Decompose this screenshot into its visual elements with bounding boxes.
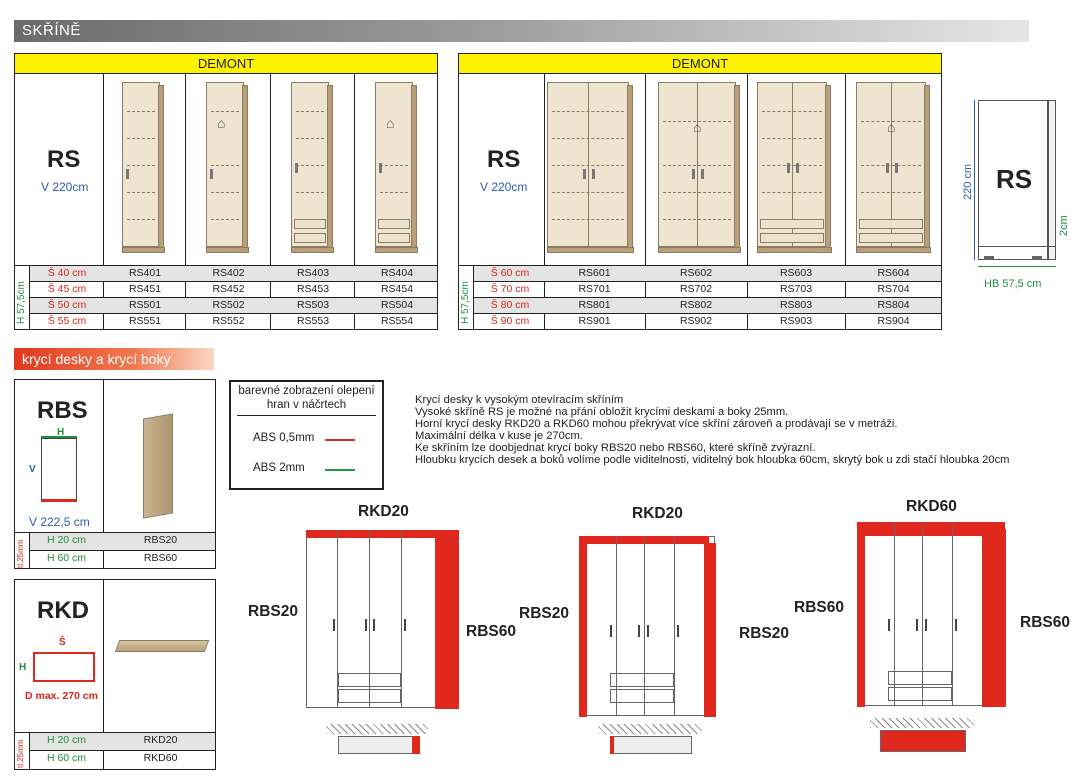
rkd-thickness-label: tl.25mm [16,739,25,768]
diagram2-plan [610,736,692,754]
table-row: Š 80 cm RS801 RS802 RS803 RS804 [474,298,941,313]
hanger-icon: ⌂ [217,115,226,131]
left-model-height: V 220cm [41,180,89,194]
side-dimension-diagram [960,96,1085,296]
hanger-icon: ⌂ [386,115,395,131]
wardrobe-rs604-image [856,82,926,247]
diagram3-left-label: RBS60 [794,599,844,616]
left-panel-header: DEMONT [15,54,437,74]
diagram1-right-label: RBS60 [466,623,516,640]
rbs-thickness-label: tl.25mm [16,539,25,568]
rbs-title: RBS [37,397,88,424]
diagram3-wardrobe [857,522,1005,706]
diagram3-plan [880,730,966,752]
diagram2-wardrobe [579,536,715,716]
legend-item-abs05: ABS 0,5mm [253,432,315,444]
wardrobe-rs402-image [206,82,244,247]
hanger-icon: ⌂ [887,119,896,135]
right-model-title: RS [487,146,521,173]
legend-swatch-red [325,439,355,441]
right-wardrobe-panel [458,53,942,330]
wardrobe-rs404-image [375,82,413,247]
section-title-kryci-desky: krycí desky a krycí boky [14,348,214,370]
side-model-title: RS [996,164,1033,194]
table-row: H 20 cm RBS20 [30,533,215,550]
legend-item-abs2: ABS 2mm [253,462,305,474]
wardrobe-rs403-image [291,82,329,247]
right-panel-header: DEMONT [459,54,941,74]
table-row: Š 50 cm RS501 RS502 RS503 RS504 [30,298,437,313]
diagram2-top-label: RKD20 [632,505,683,522]
legend-swatch-green [325,469,355,471]
side-depth-label: HB 57,5 cm [984,278,1042,290]
edge-legend [229,380,384,490]
info-text: Krycí desky k vysokým otevíracím skříním Vysoké skříně RS je možné na přání obložit krycími deskami a boky 25mm. Horní krycí desky RKD20 a RKD60 mohou překrývat více skříní zároveň a prodávají se v metráži. Maximální délka v kuse je 270cm. Ke skříním lze doobjednat krycí boky RBS20 nebo RBS60, které skříně zvýrazní. Hloubku krycích desek a boků volíme podle viditelnosti, viditelný bok hloubka 60cm, skrytý bok u zdi stačí hloubka 20cm [415,394,1010,467]
diagram2-right-label: RBS20 [739,625,789,642]
table-row: Š 40 cm RS401 RS402 RS403 RS404 [30,266,437,281]
rkd-panel [14,579,216,770]
diagram3-top-label: RKD60 [906,498,957,515]
table-row: H 60 cm RBS60 [46,552,178,564]
rbs-h-label: H [57,427,65,438]
table-row: Š 70 cm RS701 RS702 RS703 RS704 [490,283,910,295]
table-row: Š 60 cm RS601 RS602 RS603 RS604 [474,266,941,281]
rkd-h-label: H [19,662,27,673]
legend-header: barevné zobrazení olepení hran v náčrtech [237,382,376,416]
diagram1-wardrobe [306,530,458,708]
side-plinth-label: 2cm [1058,215,1070,236]
left-depth-label: H 57,5cm [16,281,27,324]
hanger-icon: ⌂ [693,119,702,135]
rbs-board-image [143,413,173,518]
diagram1-left-label: RBS20 [248,603,298,620]
section-title-skrine: SKŘÍNĚ [14,20,1029,42]
rbs-v-label: V [29,464,36,475]
table-row: H 60 cm RKD60 [46,752,178,764]
wardrobe-rs601-image [547,82,629,247]
rkd-length: D max. 270 cm [25,690,98,702]
table-row: Š 90 cm RS901 RS902 RS903 RS904 [490,315,910,327]
wardrobe-rs603-image [757,82,827,247]
diagram2-left-label: RBS20 [519,605,569,622]
table-row: Š 45 cm RS451 RS452 RS453 RS454 [47,283,414,295]
right-model-height: V 220cm [480,180,528,194]
rbs-panel [14,379,216,569]
rbs-height: V 222,5 cm [29,515,90,529]
left-model-title: RS [47,146,81,173]
left-wardrobe-panel [14,53,438,330]
diagram1-top-label: RKD20 [358,503,409,520]
wardrobe-rs401-image [122,82,160,247]
diagram1-plan [338,736,420,754]
diagram3-right-label: RBS60 [1020,614,1070,631]
table-row: Š 55 cm RS551 RS552 RS553 RS554 [47,315,414,327]
rkd-board-image [115,640,209,652]
rkd-s-label: Š [59,637,66,648]
right-depth-label: H 57,5cm [460,281,471,324]
rkd-title: RKD [37,597,89,624]
side-height-label: 220 cm [962,163,974,200]
table-row: H 20 cm RKD20 [30,733,215,750]
wardrobe-rs602-image [658,82,736,247]
